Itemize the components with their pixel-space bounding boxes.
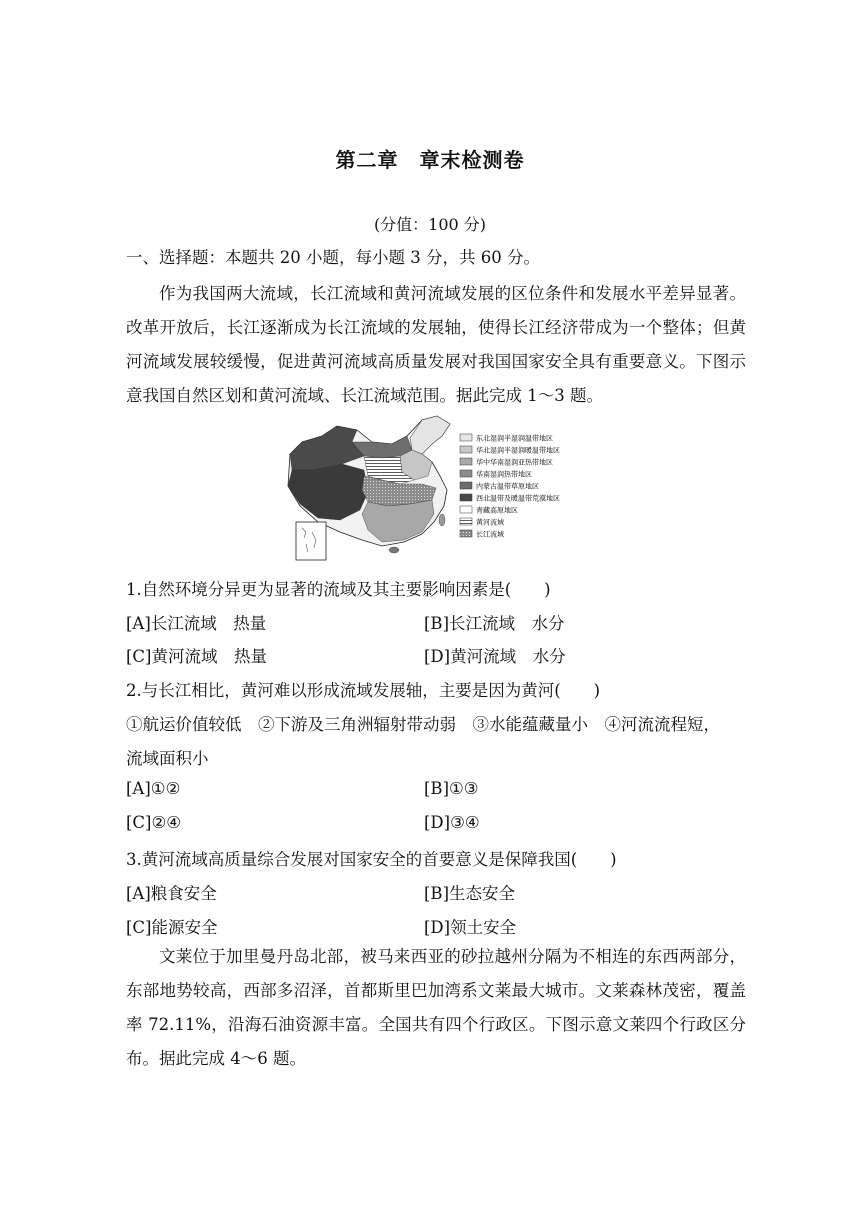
legend-label-7: 黄河流域 [476,518,504,527]
legend-label-1: 华北湿润半湿润暖温带地区 [476,446,560,455]
legend-label-5: 西北温带及暖温带荒漠地区 [476,494,560,503]
q3-option-b[interactable]: [B]生态安全 [424,884,515,903]
q1-option-c[interactable]: [C]黄河流域 热量 [126,647,267,666]
china-region-map-figure [282,414,592,564]
legend-label-6: 青藏高原地区 [476,506,518,515]
legend-label-4: 内蒙古温带草原地区 [476,482,539,491]
q1-option-a[interactable]: [A]长江流域 热量 [126,614,267,633]
q3-option-a[interactable]: [A]粮食安全 [126,884,217,903]
q1-option-d[interactable]: [D]黄河流域 水分 [424,647,566,666]
legend-label-2: 华中华南湿润亚热带地区 [476,458,553,467]
q2-option-d[interactable]: [D]③④ [424,813,480,832]
china-map [288,416,450,560]
q2-option-a[interactable]: [A]①② [126,779,181,798]
q2-option-c[interactable]: [C]②④ [126,813,182,832]
passage-2: 文莱位于加里曼丹岛北部，被马来西亚的砂拉越州分隔为不相连的东西两部分，东部地势较高，西部多沼泽，首都斯里巴加湾系文莱最大城市。文莱森林茂密，覆盖率 72.11%，沿海石油资源丰富。全国共有四个行政区。下图示意文莱四个行政区分布。据此完成 4～6 题。 [126,947,746,1068]
legend-label-8: 长江流域 [476,530,504,539]
q2-option-b[interactable]: [B]①③ [424,779,479,798]
legend-label-3: 华南湿润热带地区 [476,470,532,479]
map-legend [460,434,560,539]
question-3-stem: 3.黄河流域高质量综合发展对国家安全的首要意义是保障我国( ) [126,850,617,869]
q3-option-c[interactable]: [C]能源安全 [126,918,218,937]
q2-items-line-2: 流域面积小 [126,749,209,768]
q3-option-d[interactable]: [D]领土安全 [424,918,517,937]
passage-1: 作为我国两大流域，长江流域和黄河流域发展的区位条件和发展水平差异显著。改革开放后，长江逐渐成为长江流域的发展轴，使得长江经济带成为一个整体；但黄河流域发展较缓慢，促进黄河流域高质量发展对我国国家安全具有重要意义。下图示意我国自然区划和黄河流域、长江流域范围。据此完成 1～3 题。 [126,284,746,405]
page-title: 第二章 章末检测卷 [335,148,525,172]
question-1-stem: 1.自然环境分异更为显著的流域及其主要影响因素是( ) [126,580,551,599]
legend-label-0: 东北湿润半湿润温带地区 [476,434,553,443]
q2-items-line-1: ①航运价值较低 ②下游及三角洲辐射带动弱 ③水能蕴藏量小 ④河流流程短， [126,715,720,734]
section-heading: 一、选择题：本题共 20 小题，每小题 3 分，共 60 分。 [126,248,540,267]
q1-option-b[interactable]: [B]长江流域 水分 [424,614,565,633]
question-2-stem: 2.与长江相比，黄河难以形成流域发展轴，主要是因为黄河( ) [126,681,601,700]
score-note: (分值：100 分) [373,215,487,234]
